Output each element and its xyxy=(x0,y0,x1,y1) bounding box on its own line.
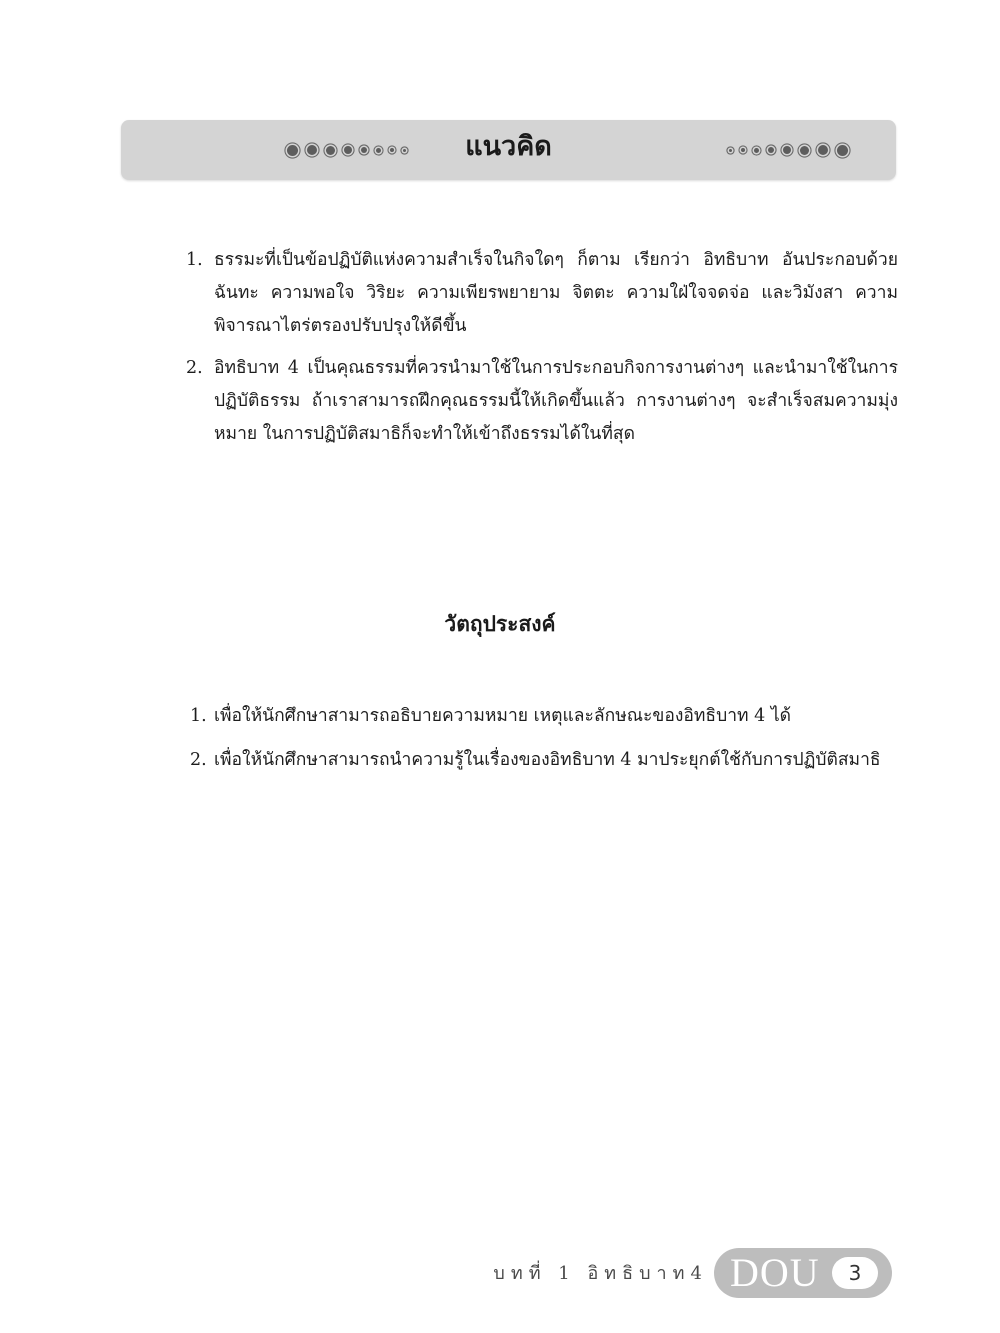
list-number: 1. xyxy=(186,250,203,270)
footer-chapter-label: บทที่ 1 อิทธิบาท4 xyxy=(493,1263,708,1284)
list-item xyxy=(190,700,910,733)
list-item xyxy=(190,744,910,777)
dot-icon xyxy=(741,148,745,152)
list-item xyxy=(186,352,898,451)
list-text: เพื่อให้นักศึกษาสามารถอธิบายความหมาย เหตุและลักษณะของอิทธิบาท 4 ได้ xyxy=(214,706,792,726)
objectives-heading: วัตถุประสงค์ xyxy=(444,611,556,636)
list-number: 2. xyxy=(190,750,207,770)
dot-icon xyxy=(754,148,759,153)
section-title: แนวคิด xyxy=(465,131,552,162)
dot-icon xyxy=(837,145,848,156)
objectives-list xyxy=(190,700,910,788)
dot-icon xyxy=(800,146,809,155)
dot-icon xyxy=(818,145,828,155)
dou-logo: DOU xyxy=(730,1250,820,1295)
concepts-list xyxy=(186,244,898,460)
decorative-dots-right xyxy=(720,120,848,180)
list-number: 1. xyxy=(190,706,207,726)
list-text: อิทธิบาท 4 เป็นคุณธรรมที่ควรนำมาใช้ในการประกอบกิจการงานต่างๆ และนำมาใช้ในการปฏิบัติธรรม ถ้าเราสามารถฝึกคุณธรรมนี้ให้เกิดขึ้นแล้ว การงานต่างๆ จะสำเร็จสมความมุ่งหมาย ในการปฏิบัติสมาธิก็จะทำให้เข้าถึงธรรมได้ในที่สุด xyxy=(214,358,898,444)
dot-icon xyxy=(729,149,732,152)
footer-badge xyxy=(714,1248,892,1298)
dot-icon xyxy=(783,146,791,154)
page-number: 3 xyxy=(832,1257,878,1289)
dot-icon xyxy=(768,147,774,153)
list-number: 2. xyxy=(186,358,203,378)
section-header-bar xyxy=(121,120,896,180)
list-item xyxy=(186,244,898,343)
list-text: เพื่อให้นักศึกษาสามารถนำความรู้ในเรื่องของอิทธิบาท 4 มาประยุกต์ใช้กับการปฏิบัติสมาธิ xyxy=(214,750,881,770)
list-text: ธรรมะที่เป็นข้อปฏิบัติแห่งความสำเร็จในกิจใดๆ ก็ตาม เรียกว่า อิทธิบาท อันประกอบด้วย ฉันทะ ความพอใจ วิริยะ ความเพียรพยายาม จิตตะ ความใฝ่ใจจดจ่อ และวิมังสา ความพิจารณาไตร่ตรองปรับปรุงให้ดีขึ้น xyxy=(214,250,898,336)
